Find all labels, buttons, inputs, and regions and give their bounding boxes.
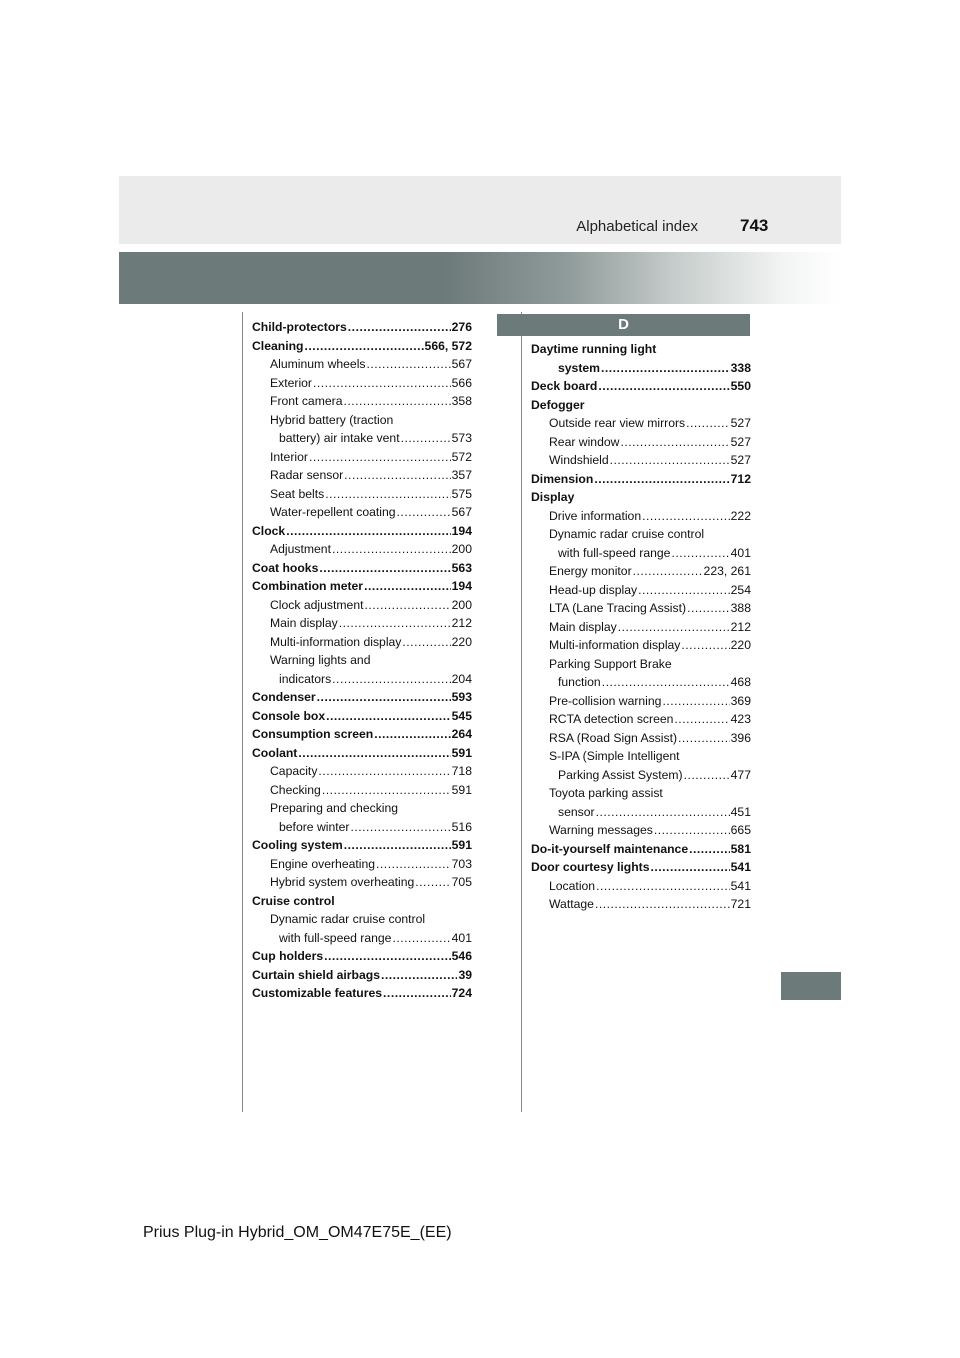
index-entry-term: battery) air intake vent — [279, 431, 400, 445]
dot-leader — [662, 692, 729, 711]
index-entry-page: 220 — [730, 638, 751, 652]
dot-leader — [686, 414, 730, 433]
dot-leader — [313, 374, 451, 393]
index-entry — [531, 747, 751, 766]
dot-leader — [309, 448, 451, 467]
index-entry — [531, 581, 751, 600]
index-entry-term: Coolant — [252, 745, 298, 760]
index-entry — [531, 840, 751, 859]
chapter-tab — [781, 972, 841, 1000]
index-entry-page: 567 — [451, 357, 472, 371]
index-entry — [252, 688, 472, 707]
index-entry — [531, 451, 751, 470]
index-entry-term: Wattage — [549, 897, 594, 911]
index-entry-page: 39 — [458, 967, 472, 982]
dot-leader — [598, 377, 729, 396]
index-entry-page: 712 — [730, 471, 751, 486]
dot-leader — [401, 429, 451, 448]
index-entry — [531, 784, 751, 803]
index-entry-term: Exterior — [270, 375, 312, 390]
index-entry — [252, 873, 472, 892]
index-entry-page: 468 — [730, 675, 751, 689]
page-title: Alphabetical index — [576, 218, 698, 235]
index-entry — [252, 355, 472, 374]
index-entry-term: Windshield — [549, 453, 609, 467]
index-entry-term: Main display — [549, 619, 617, 634]
index-entry — [531, 618, 751, 637]
index-entry-term: Toyota parking assist — [549, 786, 663, 800]
index-entry — [252, 522, 472, 541]
dot-leader — [367, 355, 451, 374]
index-entry-term: Deck board — [531, 379, 598, 393]
index-entry-page: 223, 261 — [703, 564, 751, 578]
index-entry-page: 423 — [730, 712, 751, 726]
index-entry-page: 545 — [451, 708, 472, 723]
index-entry-page: 724 — [451, 986, 472, 1000]
index-entry-term: Do-it-yourself maintenance — [531, 841, 689, 856]
index-entry-term: Pre-collision warning — [549, 693, 662, 708]
index-entry-page: 369 — [730, 693, 751, 708]
index-entry — [531, 877, 751, 896]
index-entry — [531, 562, 751, 581]
index-entry-page: 200 — [451, 542, 472, 556]
index-entry — [531, 359, 751, 378]
index-entry-page: 388 — [730, 601, 751, 615]
page-number: 743 — [740, 216, 769, 235]
index-entry-page: 396 — [730, 730, 751, 745]
index-entry — [252, 670, 472, 689]
index-entry-page: 546 — [451, 949, 472, 963]
dot-leader — [350, 818, 450, 837]
dot-leader — [415, 873, 450, 892]
index-entry-page: 276 — [451, 320, 472, 334]
index-entry — [531, 470, 751, 489]
column-divider-right — [521, 312, 522, 1112]
index-entry-page: 194 — [451, 523, 472, 538]
index-entry-term: Outside rear view mirrors — [549, 416, 686, 430]
index-entry-term: Cooling system — [252, 838, 343, 852]
index-entry-term: Multi-information display — [270, 634, 402, 649]
index-entry-page: 591 — [451, 782, 472, 797]
dot-leader — [374, 725, 450, 744]
index-entry-term: Interior — [270, 449, 308, 464]
index-entry-page: 264 — [451, 727, 472, 741]
index-entry — [252, 725, 472, 744]
index-entry — [252, 392, 472, 411]
index-entry — [252, 596, 472, 615]
dot-leader — [671, 544, 729, 563]
dot-leader — [642, 507, 730, 526]
index-entry-term: function — [558, 675, 601, 689]
dot-leader — [343, 392, 450, 411]
dot-leader — [595, 895, 730, 914]
section-letter-bar: D — [497, 314, 750, 336]
index-entry-page: 591 — [451, 745, 472, 760]
index-entry-page: 212 — [730, 619, 751, 634]
dot-leader — [654, 821, 730, 840]
index-entry — [252, 744, 472, 763]
index-entry-term: Hybrid system overheating — [270, 875, 415, 889]
index-entry-term: with full-speed range — [279, 930, 392, 945]
index-entry-term: Display — [531, 490, 575, 504]
dot-leader — [689, 840, 730, 859]
dot-leader — [397, 503, 451, 522]
index-entry — [531, 895, 751, 914]
index-entry-page: 527 — [730, 434, 751, 449]
dot-leader — [332, 670, 450, 689]
index-entry-page: 254 — [730, 582, 751, 597]
index-entry-term: system — [558, 360, 601, 375]
index-entry-page: 563 — [451, 560, 472, 575]
header-band — [119, 176, 841, 244]
index-entry-page: 721 — [730, 897, 751, 911]
index-entry-term: Parking Support Brake — [549, 656, 672, 671]
index-entry — [252, 429, 472, 448]
index-entry-term: Seat belts — [270, 486, 325, 501]
decorative-gradient-band — [119, 252, 841, 304]
dot-leader — [317, 688, 451, 707]
dot-leader — [638, 581, 730, 600]
index-entry-page: 220 — [451, 634, 472, 649]
index-entry-term: Combination meter — [252, 579, 364, 593]
dot-leader — [596, 877, 730, 896]
index-entry-term: Customizable features — [252, 986, 383, 1000]
index-entry-page: 204 — [451, 671, 472, 686]
index-entry-page: 591 — [451, 838, 472, 852]
dot-leader — [344, 836, 451, 855]
index-entry-term: Multi-information display — [549, 638, 681, 652]
index-entry-page: 357 — [451, 468, 472, 482]
index-entry — [531, 544, 751, 563]
index-entry-term: Console box — [252, 708, 326, 723]
index-entry — [252, 448, 472, 467]
dot-leader — [376, 855, 451, 874]
dot-leader — [602, 673, 730, 692]
index-entry — [252, 984, 472, 1003]
index-entry — [252, 466, 472, 485]
dot-leader — [286, 522, 450, 541]
index-entry-page: 358 — [451, 394, 472, 408]
index-entry-term: Cup holders — [252, 949, 324, 963]
dot-leader — [319, 559, 450, 578]
index-entry — [531, 525, 751, 544]
index-entry-page: 566 — [451, 375, 472, 390]
index-entry-term: with full-speed range — [558, 545, 671, 560]
dot-leader — [674, 710, 729, 729]
dot-leader — [618, 618, 730, 637]
index-entry — [531, 414, 751, 433]
index-entry-page: 222 — [730, 508, 751, 523]
index-entry-term: Adjustment — [270, 542, 331, 556]
index-entry-term: Water-repellent coating — [270, 505, 396, 519]
index-entry — [252, 374, 472, 393]
dot-leader — [651, 858, 730, 877]
index-entry-term: Clock adjustment — [270, 597, 364, 612]
dot-leader — [392, 929, 450, 948]
dot-leader — [318, 762, 450, 781]
index-entry-term: Capacity — [270, 764, 318, 778]
index-entry-term: indicators — [279, 671, 332, 686]
index-entry — [252, 559, 472, 578]
index-entry — [252, 614, 472, 633]
dot-leader — [381, 966, 457, 985]
dot-leader — [681, 636, 729, 655]
index-entry-term: Front camera — [270, 394, 343, 408]
index-entry — [252, 540, 472, 559]
index-entry-page: 550 — [730, 379, 751, 393]
index-entry-term: RSA (Road Sign Assist) — [549, 730, 678, 745]
index-entry-term: Head-up display — [549, 582, 638, 597]
index-entry-term: Clock — [252, 523, 286, 538]
index-entry-page: 575 — [451, 486, 472, 501]
index-entry-term: Cleaning — [252, 338, 304, 353]
index-entry-term: Defogger — [531, 397, 585, 412]
index-entry-term: Consumption screen — [252, 727, 374, 741]
dot-leader — [322, 781, 451, 800]
index-entry — [531, 377, 751, 396]
index-entry-page: 566, 572 — [424, 338, 472, 353]
index-entry-term: Door courtesy lights — [531, 860, 650, 874]
index-entry — [252, 966, 472, 985]
index-entry — [531, 821, 751, 840]
index-entry-term: Condenser — [252, 690, 316, 704]
index-entry — [252, 337, 472, 356]
dot-leader — [304, 337, 423, 356]
dot-leader — [332, 540, 451, 559]
index-entry — [531, 803, 751, 822]
dot-leader — [298, 744, 450, 763]
index-entry-term: Warning messages — [549, 823, 653, 837]
index-entry — [531, 729, 751, 748]
index-entry-term: RCTA detection screen — [549, 712, 674, 726]
dot-leader — [326, 707, 451, 726]
index-entry-term: Aluminum wheels — [270, 357, 366, 371]
index-entry-term: Curtain shield airbags — [252, 967, 380, 982]
index-entry — [252, 892, 472, 911]
index-entry-page: 567 — [451, 505, 472, 519]
index-entry — [531, 655, 751, 674]
index-entry-page: 572 — [451, 449, 472, 464]
index-entry-term: Energy monitor — [549, 564, 632, 578]
index-entry-term: Parking Assist System) — [558, 767, 683, 782]
index-entry-page: 212 — [451, 616, 472, 630]
index-entry-term: Hybrid battery (traction — [270, 412, 394, 427]
dot-leader — [633, 562, 703, 581]
index-entry-term: Main display — [270, 616, 338, 630]
index-entry-page: 401 — [451, 930, 472, 945]
dot-leader — [344, 466, 450, 485]
index-column-c — [252, 318, 472, 1003]
index-entry-page: 593 — [451, 690, 472, 704]
index-entry-page: 451 — [730, 804, 751, 819]
index-entry-term: Daytime running light — [531, 342, 657, 356]
dot-leader — [594, 470, 729, 489]
index-entry — [531, 433, 751, 452]
dot-leader — [610, 451, 730, 470]
index-entry-page: 194 — [451, 579, 472, 593]
index-entry-page: 338 — [730, 360, 751, 375]
index-entry — [252, 318, 472, 337]
index-entry — [252, 577, 472, 596]
index-entry-term: Preparing and checking — [270, 801, 399, 815]
index-entry-term: Child-protectors — [252, 320, 347, 334]
index-entry — [531, 396, 751, 415]
index-entry — [252, 762, 472, 781]
index-entry — [252, 707, 472, 726]
dot-leader — [325, 485, 450, 504]
dot-leader — [687, 599, 730, 618]
index-entry-page: 581 — [730, 841, 751, 856]
index-entry-page: 705 — [451, 875, 472, 889]
index-entry — [531, 636, 751, 655]
index-entry-page: 527 — [730, 453, 751, 467]
index-entry-term: Dynamic radar cruise control — [549, 527, 705, 541]
index-entry-page: 541 — [730, 860, 751, 874]
index-entry-page: 477 — [730, 767, 751, 782]
index-entry-page: 718 — [451, 764, 472, 778]
dot-leader — [684, 766, 730, 785]
index-entry-page: 573 — [451, 431, 472, 445]
dot-leader — [339, 614, 451, 633]
index-entry-page: 516 — [451, 819, 472, 834]
dot-leader — [678, 729, 730, 748]
index-entry — [531, 340, 751, 359]
index-entry-page: 200 — [451, 597, 472, 612]
index-entry-page: 703 — [451, 856, 472, 871]
index-entry-term: Rear window — [549, 434, 620, 449]
index-entry-term: S-IPA (Simple Intelligent — [549, 749, 680, 763]
index-entry — [252, 947, 472, 966]
index-entry-term: Cruise control — [252, 893, 335, 908]
dot-leader — [596, 803, 730, 822]
index-entry — [252, 836, 472, 855]
index-entry-term: Dimension — [531, 471, 594, 486]
index-entry — [531, 692, 751, 711]
index-entry — [531, 507, 751, 526]
index-entry — [531, 858, 751, 877]
index-entry — [252, 799, 472, 818]
index-entry — [252, 633, 472, 652]
index-entry-term: LTA (Lane Tracing Assist) — [549, 601, 687, 615]
footer-doc-id: Prius Plug-in Hybrid_OM_OM47E75E_(EE) — [143, 1224, 452, 1241]
dot-leader — [601, 359, 730, 378]
index-entry-page: 401 — [730, 545, 751, 560]
index-entry-term: Checking — [270, 782, 321, 797]
index-entry-page: 527 — [730, 416, 751, 430]
index-entry — [252, 929, 472, 948]
dot-leader — [620, 433, 729, 452]
index-entry — [252, 855, 472, 874]
dot-leader — [364, 596, 450, 615]
index-entry — [252, 818, 472, 837]
index-entry — [252, 503, 472, 522]
index-entry-term: Location — [549, 878, 596, 893]
index-entry — [531, 599, 751, 618]
index-entry-term: sensor — [558, 804, 595, 819]
index-entry-term: Warning lights and — [270, 653, 371, 667]
index-entry — [252, 651, 472, 670]
dot-leader — [383, 984, 451, 1003]
index-entry — [252, 910, 472, 929]
index-entry — [252, 485, 472, 504]
index-entry-term: Dynamic radar cruise control — [270, 912, 426, 926]
index-entry — [531, 710, 751, 729]
dot-leader — [348, 318, 451, 337]
dot-leader — [364, 577, 451, 596]
index-entry — [531, 766, 751, 785]
index-entry-term: Radar sensor — [270, 468, 344, 482]
index-column-d — [531, 340, 751, 914]
index-entry-term: before winter — [279, 819, 350, 834]
index-entry-term: Engine overheating — [270, 856, 376, 871]
column-divider-left — [242, 312, 243, 1112]
index-entry-page: 665 — [730, 823, 751, 837]
index-entry — [531, 673, 751, 692]
index-entry-term: Drive information — [549, 508, 642, 523]
index-entry — [252, 411, 472, 430]
index-entry — [531, 488, 751, 507]
dot-leader — [324, 947, 451, 966]
index-entry-page: 541 — [730, 878, 751, 893]
index-entry — [252, 781, 472, 800]
index-entry-term: Coat hooks — [252, 560, 319, 575]
dot-leader — [402, 633, 450, 652]
